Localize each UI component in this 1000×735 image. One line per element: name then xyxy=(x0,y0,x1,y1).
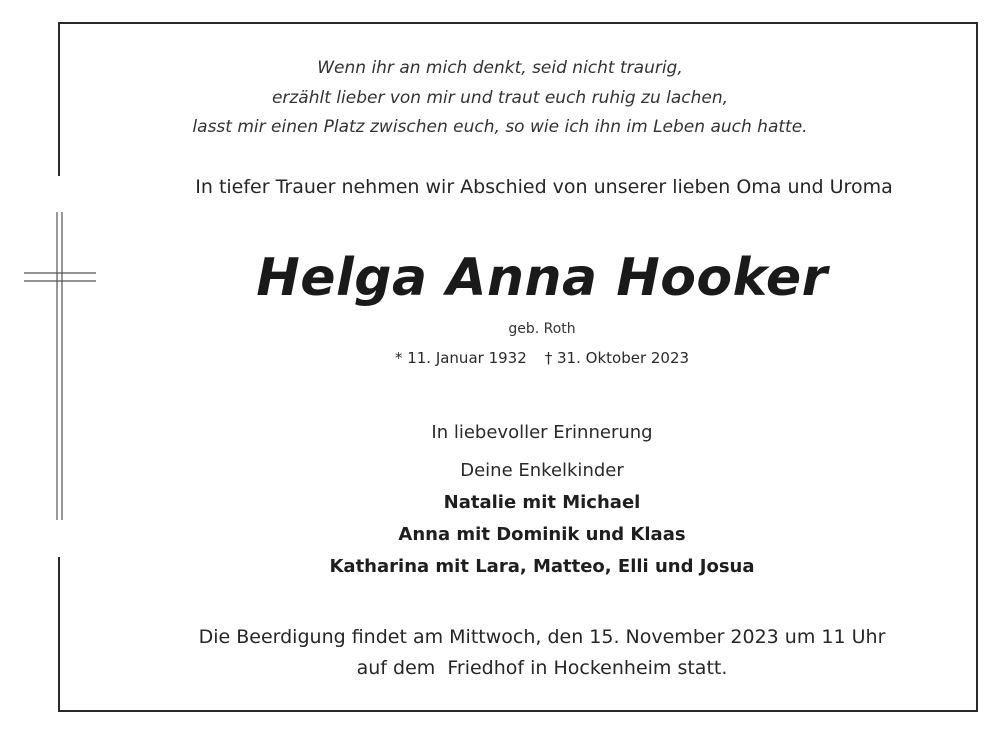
deceased-name: Helga Anna Hooker xyxy=(256,248,828,308)
family-member: Anna mit Dominik und Klaas xyxy=(398,524,686,545)
family-member: Natalie mit Michael xyxy=(443,492,641,513)
verse-line-1: Wenn ihr an mich denkt, seid nicht traurig, xyxy=(317,58,683,78)
funeral-notice-line-2: auf dem Friedhof in Hockenheim statt. xyxy=(356,657,728,679)
birth-date: * 11. Januar 1932 xyxy=(394,349,527,367)
frame-top-border xyxy=(58,22,978,24)
funeral-notice-line-1: Die Beerdigung findet am Mittwoch, den 15. November 2023 um 11 Uhr xyxy=(198,626,886,648)
verse-line-3: lasst mir einen Platz zwischen euch, so wie ich ihn im Leben auch hatte. xyxy=(192,117,808,137)
frame-bottom-border xyxy=(58,710,978,712)
family-member: Katharina mit Lara, Matteo, Elli und Josua xyxy=(329,556,755,577)
remembrance-line: In liebevoller Erinnerung xyxy=(431,422,653,443)
death-date: † 31. Oktober 2023 xyxy=(544,349,690,367)
mourning-intro: In tiefer Trauer nehmen wir Abschied von unserer lieben Oma und Uroma xyxy=(195,176,893,198)
verse-line-2: erzählt lieber von mir und traut euch ruhig zu lachen, xyxy=(271,88,729,108)
life-dates xyxy=(42,349,1000,367)
family-heading: Deine Enkelkinder xyxy=(460,460,624,481)
birth-name: geb. Roth xyxy=(508,321,576,337)
